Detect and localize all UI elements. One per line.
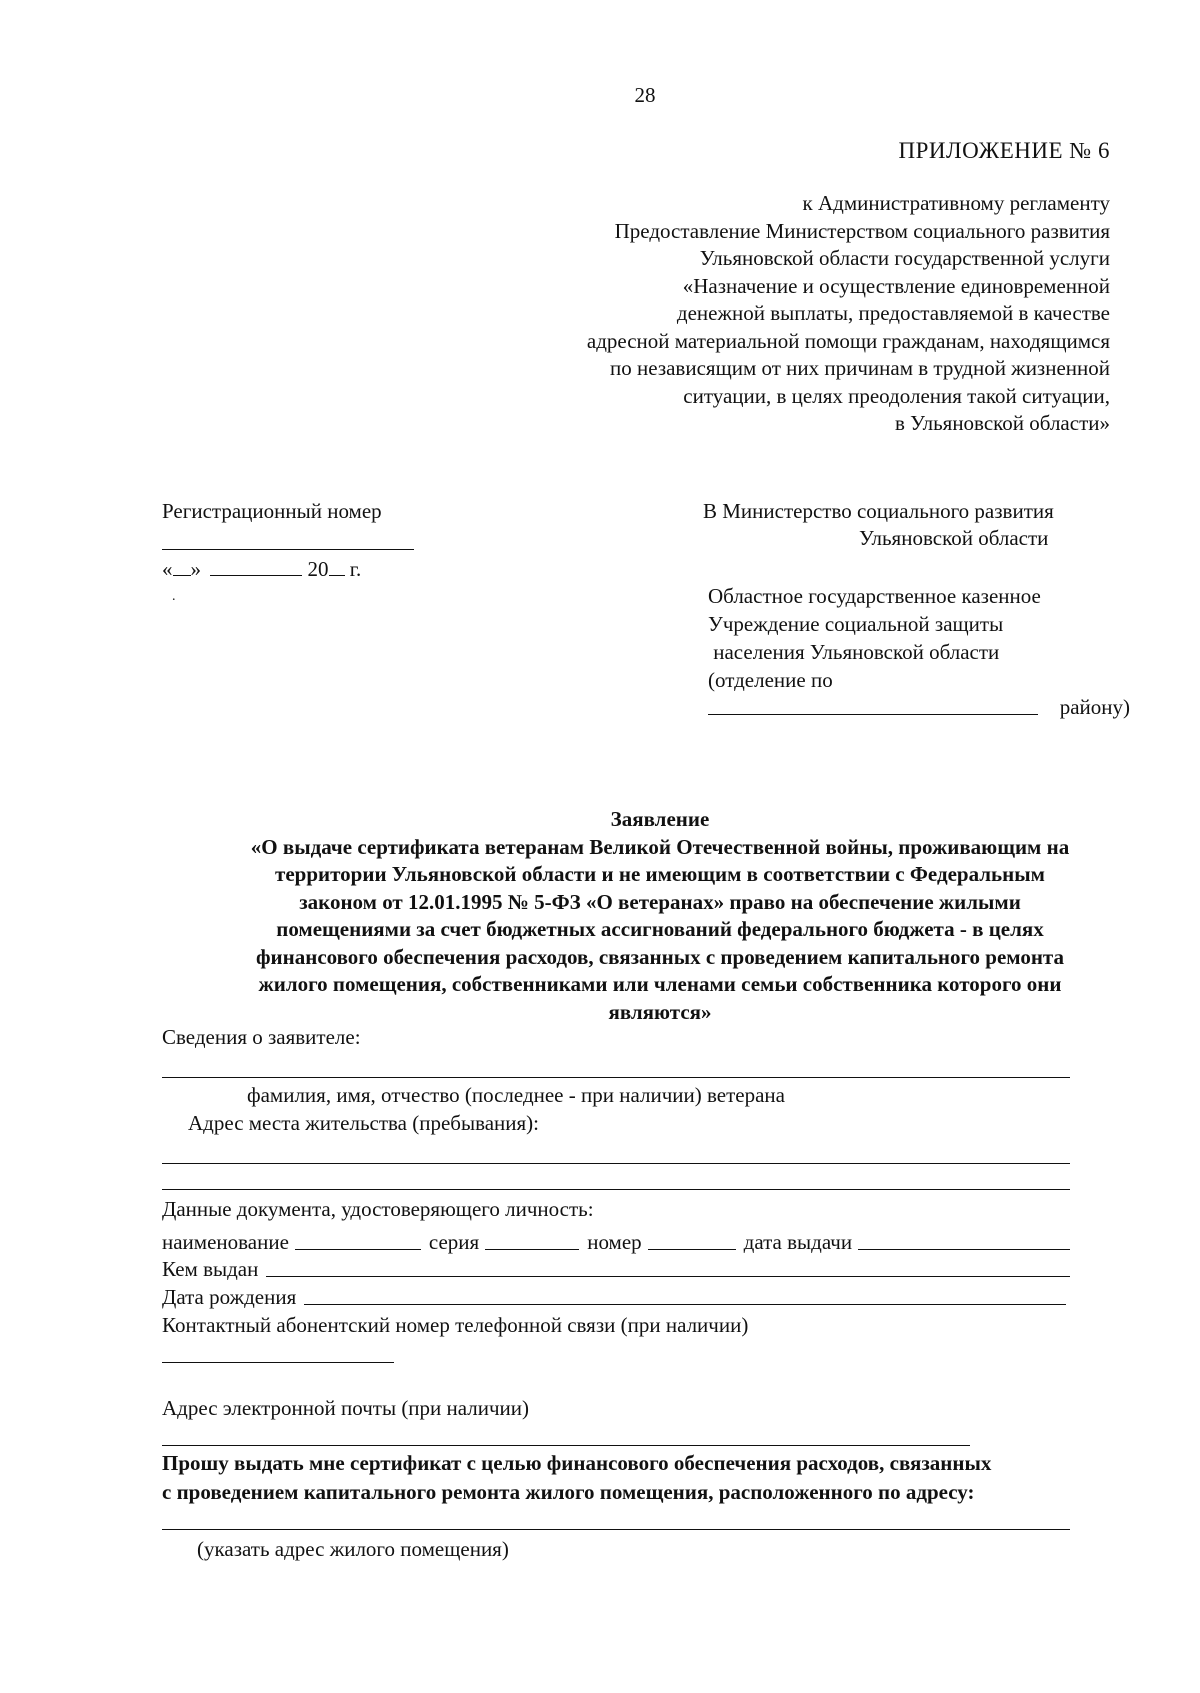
birth-date-field[interactable] <box>304 1304 1066 1305</box>
statement-line: законом от 12.01.1995 № 5-ФЗ «О ветеранах» право на обеспечение жилыми <box>299 889 1021 914</box>
issued-by-row <box>162 1256 1070 1282</box>
property-address-field[interactable] <box>162 1529 1070 1530</box>
id-document-row <box>162 1229 1070 1255</box>
birth-date-label: Дата рождения <box>162 1285 297 1309</box>
request-text <box>162 1449 1142 1507</box>
regulation-line: «Назначение и осуществление единовременной <box>682 273 1110 298</box>
statement-line: помещениями за счет бюджетных ассигнований федерального бюджета - в целях <box>276 917 1044 941</box>
request-line: Прошу выдать мне сертификат с целью финансового обеспечения расходов, связанных <box>162 1451 992 1475</box>
recipient-institution <box>708 582 1041 694</box>
applicant-section-label: Сведения о заявителе: <box>162 1025 361 1049</box>
statement-line: «О выдаче сертификата ветеранам Великой Отечественной войны, проживающим на <box>250 834 1070 859</box>
month-field[interactable] <box>210 559 302 576</box>
doc-series-field[interactable] <box>485 1249 579 1250</box>
doc-date-field[interactable] <box>858 1249 1070 1250</box>
institution-line: Учреждение социальной защиты <box>708 612 1004 636</box>
doc-series-label: серия <box>428 1230 480 1254</box>
year-suffix: г. <box>349 557 362 581</box>
id-document-label: Данные документа, удостоверяющего личность: <box>162 1197 594 1221</box>
address-field-line-1[interactable] <box>162 1163 1070 1164</box>
institution-line: населения Ульяновской области <box>708 640 1000 664</box>
registration-number-field[interactable] <box>162 549 414 550</box>
year-field[interactable] <box>329 559 345 576</box>
registration-date <box>162 556 361 582</box>
district-word: району) <box>1059 695 1130 719</box>
statement-line: территории Ульяновской области и не имеющим в соответствии с Федеральным <box>275 862 1045 886</box>
doc-name-field[interactable] <box>295 1249 421 1250</box>
statement-line: являются» <box>608 999 712 1024</box>
year-prefix: 20 <box>307 557 329 581</box>
applicant-name-field[interactable] <box>162 1077 1070 1078</box>
day-field[interactable] <box>173 559 191 576</box>
ministry-line: Ульяновской области <box>859 526 1049 550</box>
stray-dot: . <box>172 589 176 604</box>
regulation-line: денежной выплаты, предоставляемой в качестве <box>676 301 1110 325</box>
institution-line: (отделение по <box>708 668 833 692</box>
district-row <box>708 694 1130 718</box>
phone-field[interactable] <box>162 1362 394 1363</box>
address-field-line-2[interactable] <box>162 1189 1070 1190</box>
doc-number-label: номер <box>587 1230 642 1254</box>
regulation-line: к Административному регламенту <box>802 191 1110 215</box>
date-open-quote: « <box>162 557 173 581</box>
page-number: 28 <box>634 83 656 107</box>
regulation-line: по независящим от них причинам в трудной жизненной <box>610 356 1110 380</box>
registration-number-label: Регистрационный номер <box>162 499 382 523</box>
regulation-line: адресной материальной помощи гражданам, находящимся <box>586 328 1110 353</box>
statement-title: Заявление <box>610 807 710 831</box>
doc-name-label: наименование <box>162 1230 289 1254</box>
district-field[interactable] <box>708 714 1038 715</box>
regulation-line: Ульяновской области государственной услуги <box>699 246 1110 270</box>
doc-date-label: дата выдачи <box>743 1230 853 1254</box>
appendix-title: ПРИЛОЖЕНИЕ № 6 <box>898 138 1110 163</box>
statement-heading <box>160 806 1160 1026</box>
regulation-reference <box>587 190 1110 438</box>
recipient-ministry <box>703 498 1123 552</box>
date-close-quote: » <box>190 557 201 581</box>
applicant-name-caption: фамилия, имя, отчество (последнее - при наличии) ветерана <box>247 1083 785 1107</box>
doc-number-field[interactable] <box>648 1249 736 1250</box>
birth-date-row <box>162 1284 1066 1310</box>
regulation-line: в Ульяновской области» <box>894 411 1110 435</box>
statement-line: жилого помещения, собственниками или членами семьи собственника которого они <box>258 972 1062 996</box>
regulation-line: ситуации, в целях преодоления такой ситуации, <box>683 383 1110 408</box>
regulation-line: Предоставление Министерством социального развития <box>614 218 1110 243</box>
issued-by-label: Кем выдан <box>162 1257 259 1281</box>
ministry-line: В Министерство социального развития <box>703 499 1054 523</box>
email-field[interactable] <box>162 1445 970 1446</box>
request-line: с проведением капитального ремонта жилого помещения, расположенного по адресу: <box>162 1480 975 1504</box>
property-address-caption: (указать адрес жилого помещения) <box>197 1537 509 1561</box>
email-label: Адрес электронной почты (при наличии) <box>162 1396 530 1420</box>
statement-line: финансового обеспечения расходов, связанных с проведением капитального ремонта <box>255 944 1064 969</box>
issued-by-field[interactable] <box>266 1276 1070 1277</box>
phone-label: Контактный абонентский номер телефонной связи (при наличии) <box>162 1313 749 1337</box>
address-label: Адрес места жительства (пребывания): <box>188 1111 540 1135</box>
institution-line: Областное государственное казенное <box>708 584 1041 608</box>
